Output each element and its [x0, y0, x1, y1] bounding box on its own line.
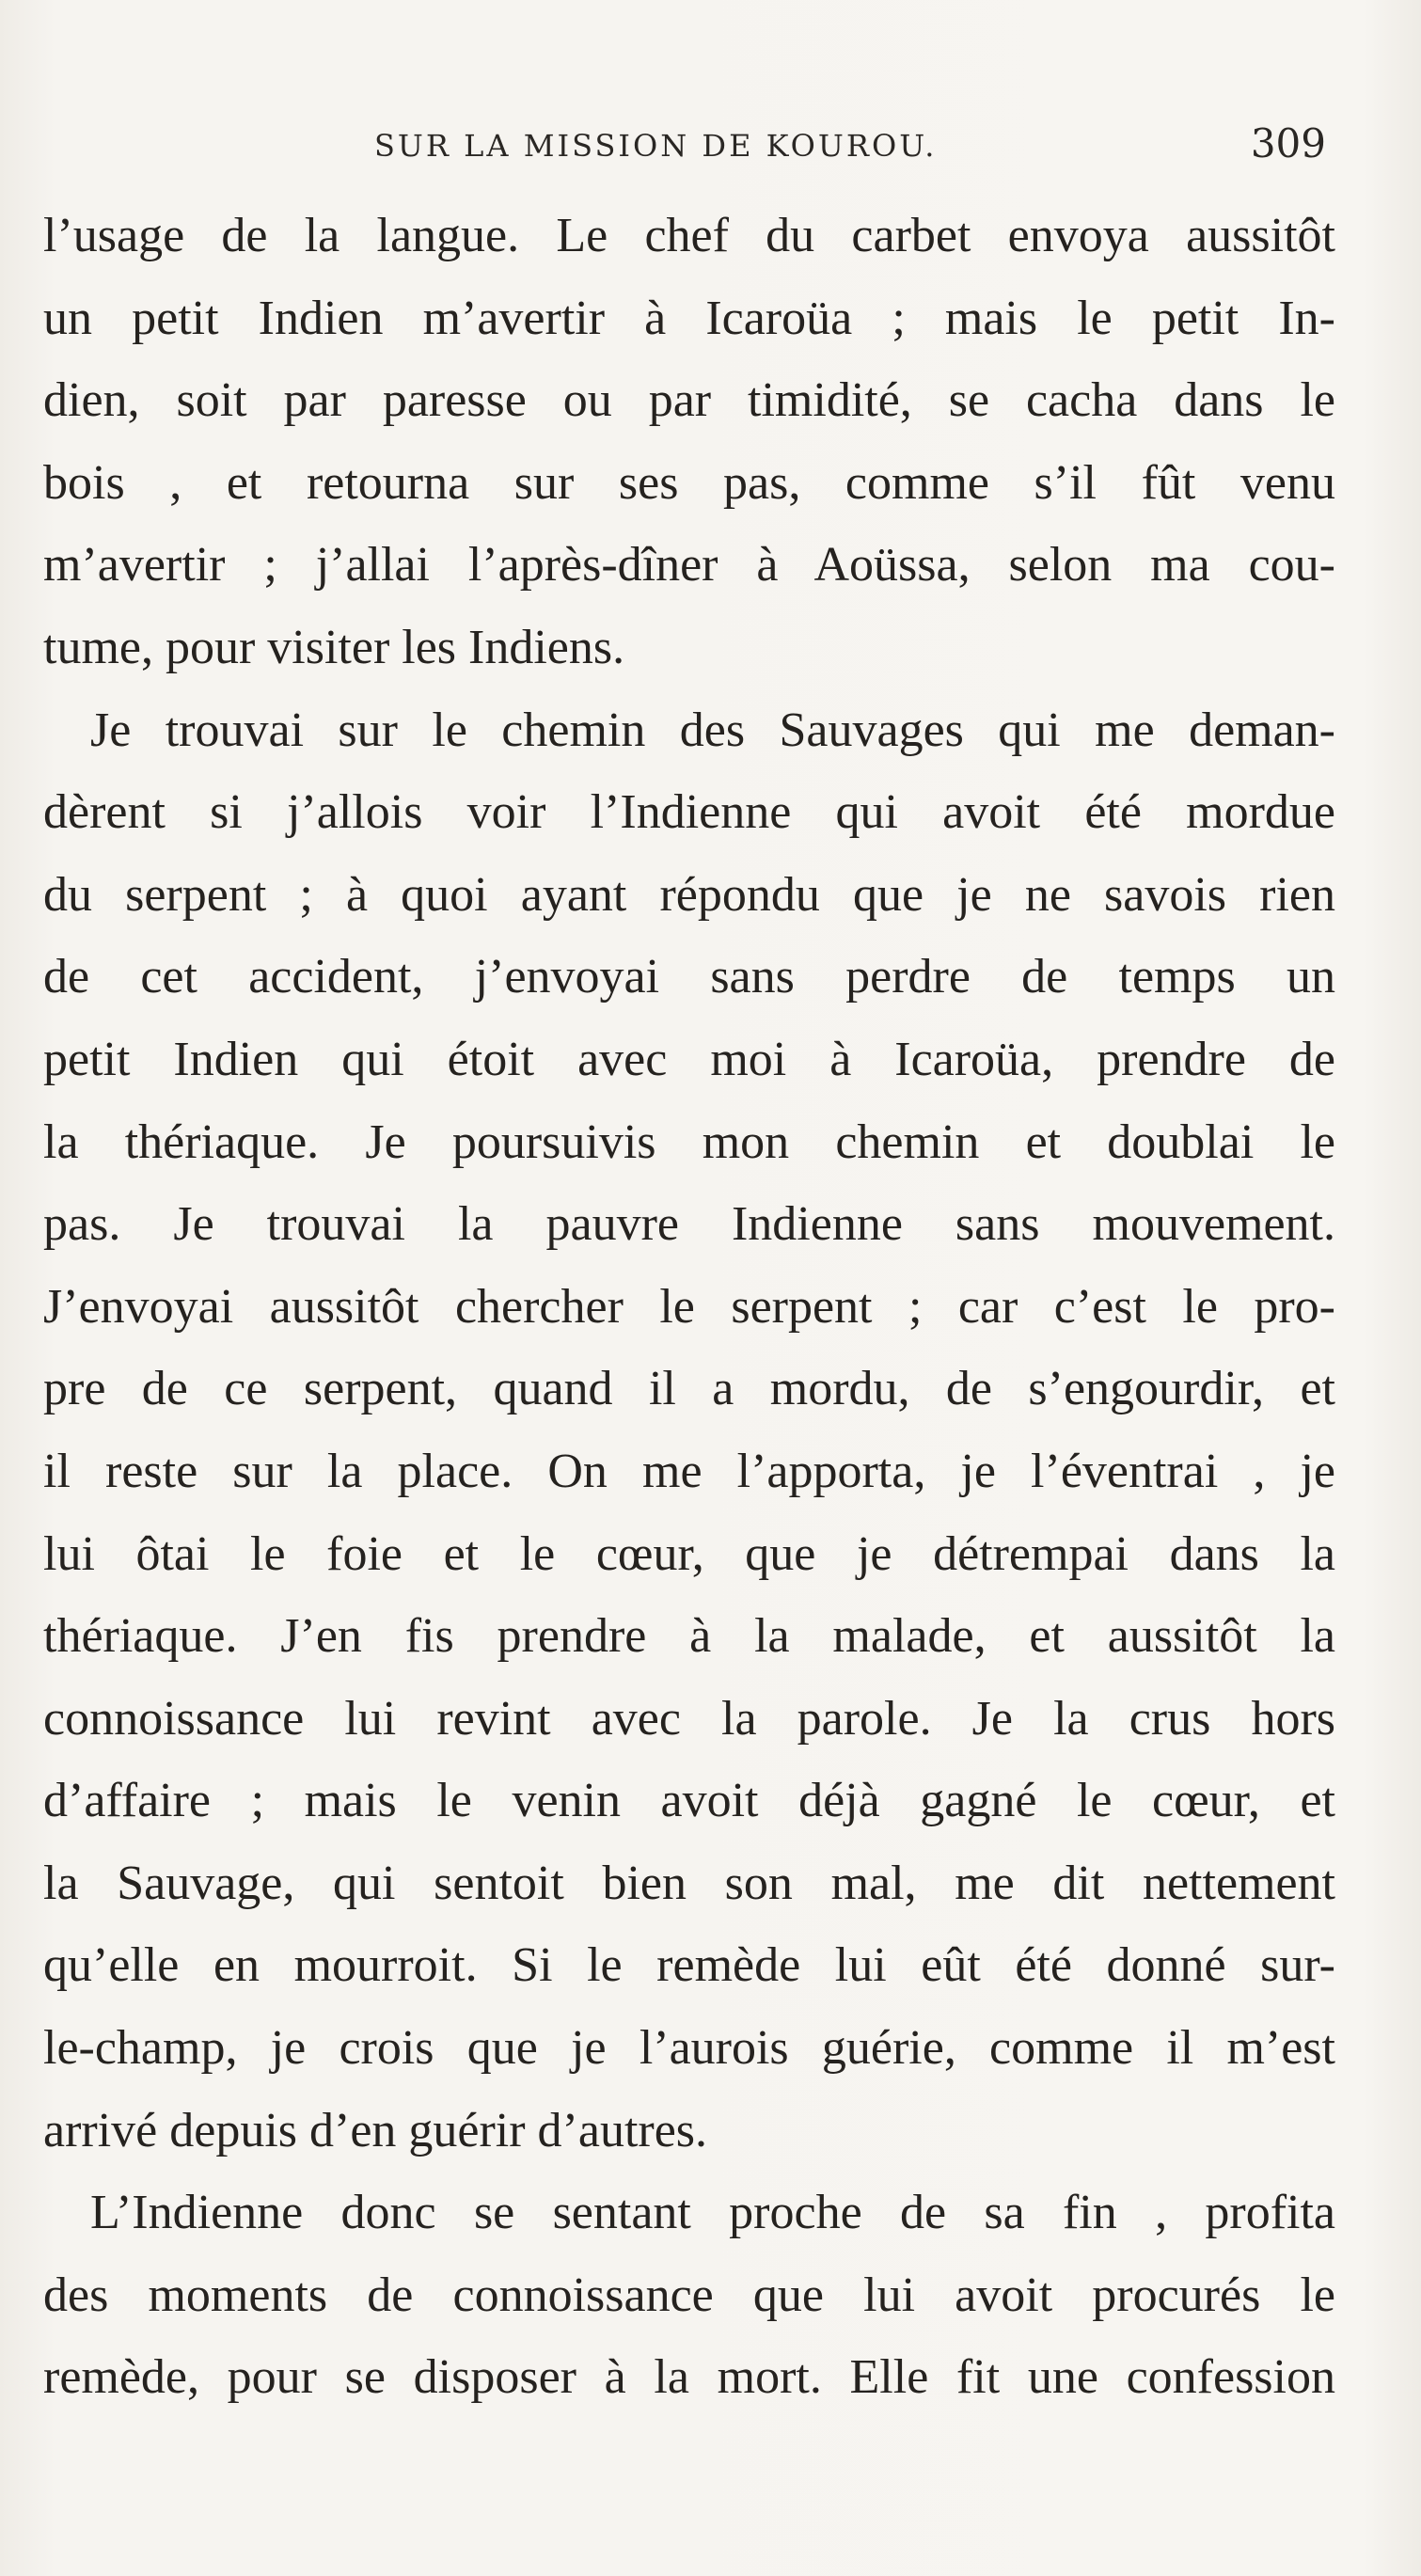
- text-line: l’usage de la langue. Le chef du carbet envoya aussitôt: [43, 209, 1335, 262]
- page-number: 309: [1250, 120, 1326, 166]
- text-line: de cet accident, j’envoyai sans perdre de temps un: [43, 950, 1335, 1004]
- body-text: [43, 195, 1335, 2419]
- text-line: thériaque. J’en fis prendre à la malade, et aussitôt la: [43, 1609, 1335, 1664]
- text-line: L’Indienne donc se sentant proche de sa fin , profita: [90, 2186, 1335, 2240]
- page-header: [56, 120, 1335, 177]
- text-line: bois , et retourna sur ses pas, comme s’il fût venu: [43, 455, 1335, 510]
- text-line: pas. Je trouvai la pauvre Indienne sans mouvement.: [43, 1197, 1335, 1252]
- text-line: il reste sur la place. On me l’apporta, je l’éventrai , je: [43, 1444, 1335, 1498]
- text-line: arrivé depuis d’en guérir d’autres.: [43, 2103, 708, 2157]
- text-line: la thériaque. Je poursuivis mon chemin et doublai le: [43, 1114, 1335, 1169]
- text-line: connoissance lui revint avec la parole. Je la crus hors: [43, 1691, 1335, 1746]
- text-line: un petit Indien m’avertir à Icaroüa ; mais le petit In-: [43, 291, 1335, 345]
- text-line: le-champ, je crois que je l’aurois guérie, comme il m’est: [43, 2021, 1335, 2076]
- text-line: la Sauvage, qui sentoit bien son mal, me dit nettement: [43, 1856, 1335, 1910]
- text-line: qu’elle en mourroit. Si le remède lui eût été donné sur-: [43, 1938, 1335, 1993]
- text-line: Je trouvai sur le chemin des Sauvages qui me deman-: [90, 703, 1335, 757]
- text-line: pre de ce serpent, quand il a mordu, de s’engourdir, et: [43, 1362, 1335, 1416]
- running-head: SUR LA MISSION DE KOUROU.: [374, 128, 938, 164]
- text-line: dien, soit par paresse ou par timidité, se cacha dans le: [43, 373, 1335, 428]
- text-line: tume, pour visiter les Indiens.: [43, 620, 625, 674]
- text-line: lui ôtai le foie et le cœur, que je détrempai dans la: [43, 1526, 1335, 1581]
- text-line: petit Indien qui étoit avec moi à Icaroüa, prendre de: [43, 1032, 1335, 1086]
- text-line: d’affaire ; mais le venin avoit déjà gagné le cœur, et: [43, 1774, 1335, 1828]
- text-line: dèrent si j’allois voir l’Indienne qui avoit été mordue: [43, 785, 1335, 840]
- text-line: du serpent ; à quoi ayant répondu que je ne savois rien: [43, 867, 1335, 922]
- text-line: des moments de connoissance que lui avoit procurés le: [43, 2268, 1335, 2322]
- text-line: m’avertir ; j’allai l’après-dîner à Aoüssa, selon ma cou-: [43, 538, 1335, 593]
- text-line: remède, pour se disposer à la mort. Elle fit une confession: [43, 2350, 1335, 2405]
- text-line: J’envoyai aussitôt chercher le serpent ; car c’est le pro-: [43, 1279, 1335, 1334]
